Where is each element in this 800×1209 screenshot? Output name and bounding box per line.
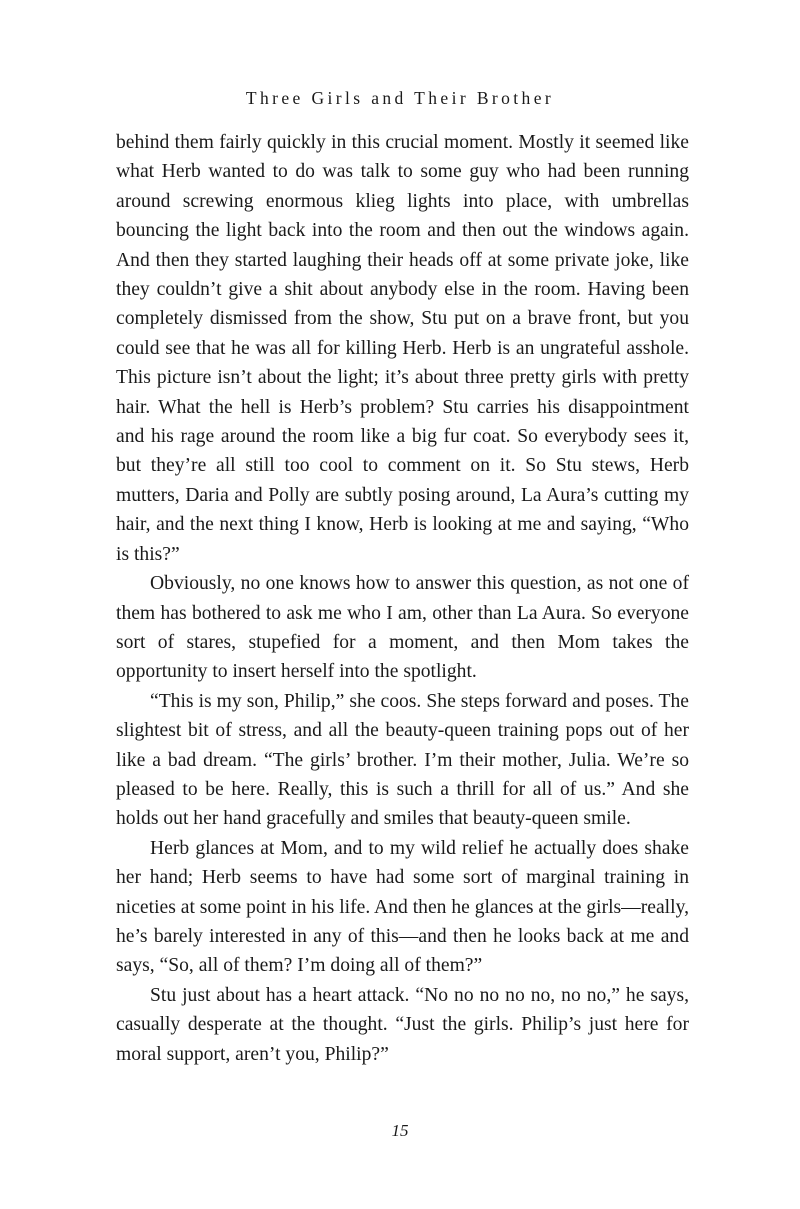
paragraph-4: Herb glances at Mom, and to my wild relief he actually does shake her hand; Herb seems to have had some sort of marginal training in niceties at some point in his life. And then he glances at the girls—really, he’s barely interested in any of this—and then he looks back at me and says, “So, all of them? I’m doing all of them?”: [116, 837, 689, 977]
running-head: Three Girls and Their Brother: [245, 88, 555, 108]
paragraph-1: behind them fairly quickly in this crucial moment. Mostly it seemed like what Herb wanted to do was talk to some guy who had been running around screwing enormous klieg lights into place, with umbrellas bouncing the light back into the room and then out the windows again. And then they started laughing their heads off at some private joke, like they couldn’t give a shit about anybody else in the room. Having been completely dismissed from the show, Stu put on a brave front, but you could see that he was all for killing Herb. Herb is an ungrateful asshole. This picture isn’t about the light; it’s about three pretty girls with pretty hair. What the hell is Herb’s problem? Stu carries his disappointment and his rage around the room like a big fur coat. So everybody sees it, but they’re all still too cool to comment on it. So Stu stews, Herb mutters, Daria and Polly are subtly posing around, La Aura’s cutting my hair, and the next thing I know, Herb is looking at me and saying, “Who is this?”: [116, 132, 689, 565]
paragraph-5: Stu just about has a heart attack. “No no no no no, no no,” he says, casually desperate at the thought. “Just the girls. Philip’s just here for moral support, aren’t you, Philip?”: [116, 984, 689, 1065]
body-text: [116, 128, 689, 1069]
paragraph-2: Obviously, no one knows how to answer this question, as not one of them has bothered to ask me who I am, other than La Aura. So everyone sort of stares, stupefied for a moment, and then Mom takes the opportunity to insert herself into the spotlight.: [116, 573, 689, 683]
page-number: 15: [391, 1121, 409, 1140]
paragraph-3: “This is my son, Philip,” she coos. She steps forward and poses. The slightest bit of stress, and all the beauty-queen training pops out of her like a bad dream. “The girls’ brother. I’m their mother, Julia. We’re so pleased to be here. Really, this is such a thrill for all of us.” And she holds out her hand gracefully and smiles that beauty-queen smile.: [116, 690, 689, 830]
